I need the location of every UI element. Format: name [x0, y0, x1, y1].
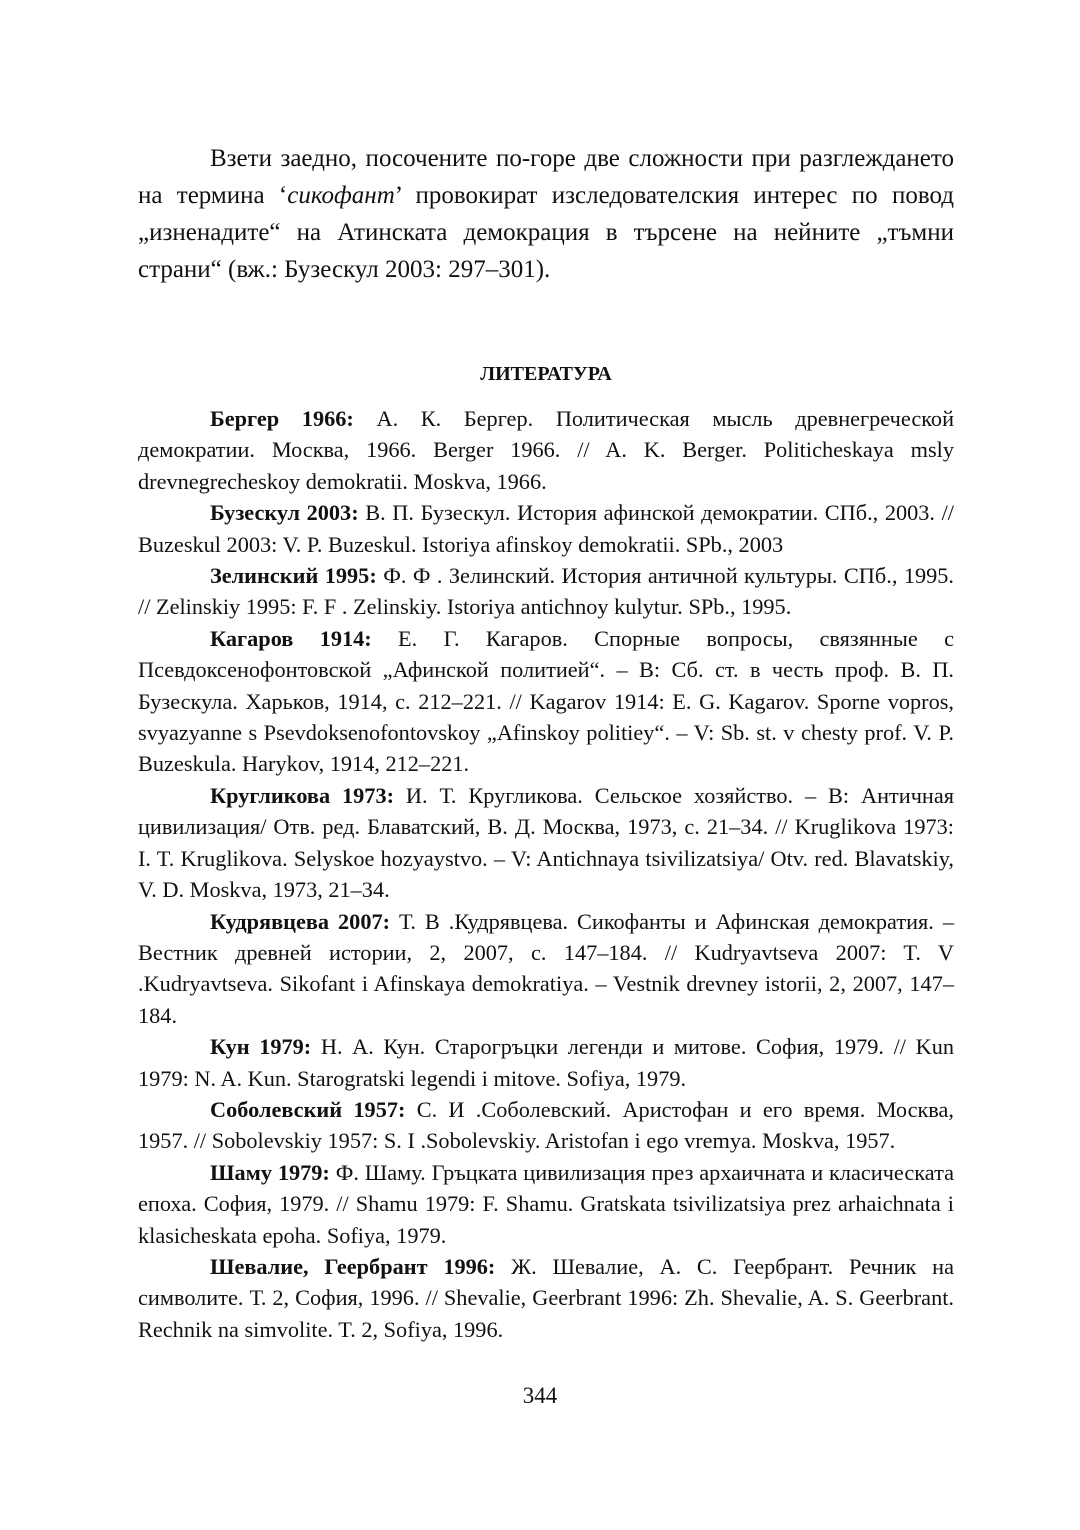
reference-key: Бергер 1966: [210, 406, 354, 431]
reference-text: Т. В .Кудрявцева. Сикофанты и Афинская демократия. – Вестник древней истории, 2, 2007, с. 147–184. // Kudryavtseva 2007: T. V .Kudryavtseva. Sikofant i Afinskaya demokratiya. – Vestnik drevney istorii, 2, 2007, 147–184. [138, 908, 954, 1028]
reference-text: Н. А. Кун. Старогръцки легенди и митове. София, 1979. // Kun 1979: N. A. Kun. Starogratski legendi i mitove. Sofiya, 1979. [138, 1034, 954, 1091]
reference-key: Кругликова 1973: [210, 782, 395, 808]
bibliography-heading: ЛИТЕРАТУРА [480, 363, 612, 385]
reference-item [138, 497, 954, 560]
intro-term: сикофант [287, 182, 395, 209]
reference-key: Кагаров 1914: [210, 625, 372, 651]
reference-text: С. И .Соболевский. Аристофан и его время. Москва, 1957. // Sobolevskiy 1957: S. I .Sobolevskiy. Aristofan i ego vremya. Moskva, 1957. [138, 1096, 954, 1154]
reference-item [138, 906, 954, 1032]
reference-item [138, 560, 954, 623]
page-number: 344 [522, 1383, 558, 1408]
reference-text: Ф. Шаму. Гръцката цивилизация през архаичната и класическата епоха. София, 1979. // Shamu 1979: F. Shamu. Gratskata tsivilizatsiya prez arhaichnata i klasicheskata epoha. Sofiya, 1979. [138, 1159, 954, 1248]
reference-item [138, 1031, 954, 1094]
reference-item [138, 1157, 954, 1251]
reference-text: А. К. Бергер. Политическая мысль древнегреческой демократии. Москва, 1966. Berger 1966. // A. K. Berger. Politicheskaya msly drevnegrecheskoy demokratii. Moskva, 1966. [138, 406, 954, 494]
intro-text-after: ’ провокират изследователския интерес по повод „изненадите“ на Атинската демокрация в търсене на нейните „тъмни страни“ (вж.: Бузескул 2003: 297–301). [138, 182, 954, 283]
reference-text: Е. Г. Кагаров. Спорные вопросы, связянные с Псевдоксенофонтовской „Афинской политией“. – В: Сб. ст. в честь проф. В. П. Бузескула. Харьков, 1914, с. 212–221. // Kagarov 1914: E. G. Kagarov. Sporne vopros, svyazyanne s Psevdoksenofontovskoy „Afinskoy politiey“. – V: Sb. st. v chesty prof. V. P. Buzeskula. Harykov, 1914, 212–221. [138, 625, 954, 777]
reference-key: Зелинский 1995: [210, 563, 377, 589]
reference-key: Кудрявцева 2007: [210, 908, 391, 934]
intro-text-before: Взети заедно, посочените по-горе две сложности при разглеждането на термина ‘ [138, 145, 954, 209]
reference-item [138, 1094, 954, 1157]
reference-item [138, 623, 954, 780]
reference-key: Шевалие, Геербрант 1996: [210, 1253, 496, 1279]
reference-key: Соболевский 1957: [210, 1096, 406, 1122]
reference-item [138, 1251, 954, 1345]
reference-text: И. Т. Кругликова. Сельское хозяйство. – В: Античная цивилизация/ Отв. ред. Блаватский, В. Д. Москва, 1973, с. 21–34. // Kruglikova 1973: I. T. Kruglikova. Selyskoe hozyaystvo. – V: Antichnaya tsivilizatsiya/ Otv. red. Blavatskiy, V. D. Moskva, 1973, 21–34. [138, 782, 955, 903]
reference-key: Бузескул 2003: [210, 500, 359, 526]
reference-item [138, 403, 954, 497]
reference-item [138, 780, 954, 906]
page-content [138, 140, 954, 1345]
reference-text: В. П. Бузескул. История афинской демократии. СПб., 2003. // Buzeskul 2003: V. P. Buzeskul. Istoriya afinskoy demokratii. SPb., 2003 [138, 500, 954, 557]
reference-list [138, 403, 954, 1345]
reference-key: Шаму 1979: [210, 1159, 330, 1185]
reference-key: Кун 1979: [210, 1034, 312, 1060]
reference-text: Ж. Шевалие, А. С. Геербрант. Речник на символите. Т. 2, София, 1996. // Shevalie, Geerbrant 1996: Zh. Shevalie, A. S. Geerbrant. Rechnik na simvolite. T. 2, Sofiya, 1996. [138, 1253, 954, 1342]
reference-text: Ф. Ф . Зелинский. История античной культуры. СПб., 1995. // Zelinskiy 1995: F. F . Zelinskiy. Istoriya antichnoy kulytur. SPb., 1995. [138, 563, 954, 620]
intro-paragraph [138, 140, 954, 288]
